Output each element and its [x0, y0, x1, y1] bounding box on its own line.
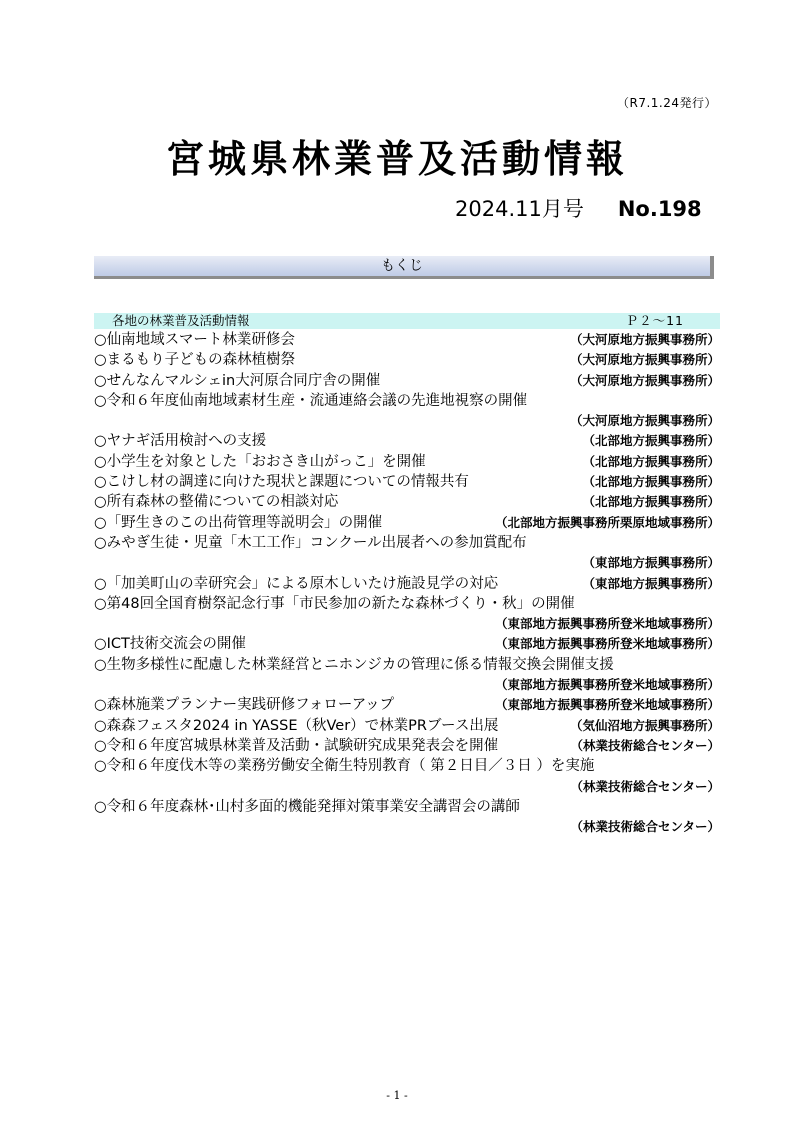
toc-item-org: （大河原地方振興事務所）	[569, 413, 720, 429]
toc-item-org: （大河原地方振興事務所）	[569, 372, 720, 388]
section-pages: Ｐ２～11	[625, 313, 684, 328]
page-number: - 1 -	[386, 1089, 408, 1102]
publish-date: （R7.1.24発行）	[616, 96, 717, 110]
toc-item-title: ○森森フェスタ2024 in YASSE（秋Ver）で林業PRブース出展	[94, 717, 499, 734]
toc-item-org: （東部地方振興事務所登米地域事務所）	[494, 616, 720, 632]
toc-item-title: ○「野生きのこの出荷管理等説明会」の開催	[94, 514, 383, 531]
toc-item-org: （北部地方振興事務所）	[582, 433, 720, 449]
toc-item-title: ○小学生を対象とした「おおさき山がっこ」を開催	[94, 453, 426, 470]
toc-item-title: ○令和６年度宮城県林業普及活動・試験研究成果発表会を開催	[94, 737, 499, 754]
toc-item-title: ○森林施業プランナー実践研修フォローアップ	[94, 697, 395, 714]
toc-item-org: （北部地方振興事務所栗原地域事務所）	[494, 514, 720, 530]
toc-item-org: （東部地方振興事務所登米地域事務所）	[494, 636, 720, 652]
toc-item[interactable]	[94, 330, 720, 350]
toc-section-header	[94, 313, 720, 329]
toc-item-org: （北部地方振興事務所）	[582, 494, 720, 510]
toc-item[interactable]	[94, 736, 720, 756]
toc-item[interactable]	[94, 695, 720, 715]
toc-item[interactable]	[94, 574, 720, 594]
toc-item[interactable]	[94, 350, 720, 370]
toc-item-org: （大河原地方振興事務所）	[569, 332, 720, 347]
toc-item[interactable]	[94, 472, 720, 492]
toc-item-title: ○所有森林の整備についての相談対応	[94, 494, 339, 511]
toc-item-org: （東部地方振興事務所登米地域事務所）	[494, 677, 720, 693]
toc-item-title: ○ヤナギ活用検討への支援	[94, 433, 267, 450]
issue-info	[455, 193, 702, 223]
toc-item[interactable]	[94, 391, 720, 432]
toc-item[interactable]	[94, 533, 720, 574]
toc-item-title: ○「加美町山の幸研究会」による原木しいたけ施設見学の対応	[94, 575, 499, 592]
toc-item-org: （林業技術総合センター）	[570, 819, 720, 835]
toc-list	[94, 330, 720, 837]
toc-item-title: ○こけし材の調達に向けた現状と課題についての情報共有	[94, 474, 469, 491]
toc-item-org: （林業技術総合センター）	[570, 737, 720, 753]
toc-item-title: ○みやぎ生徒・児童「木工工作」コンクール出展者への参加賞配布	[94, 534, 527, 551]
toc-item[interactable]	[94, 492, 720, 512]
toc-item-title: ○せんなんマルシェin大河原合同庁舎の開催	[94, 372, 381, 389]
toc-item[interactable]	[94, 513, 720, 533]
toc-item[interactable]	[94, 716, 720, 736]
toc-item-title: ○仙南地域スマート林業研修会	[94, 332, 295, 348]
toc-item-title: ○第48回全国育樹祭記念行事「市民参加の新たな森林づくり・秋」の開催	[94, 595, 575, 612]
toc-item[interactable]	[94, 634, 720, 654]
toc-item-org: （林業技術総合センター）	[570, 778, 720, 794]
toc-item[interactable]	[94, 594, 720, 635]
toc-item[interactable]	[94, 452, 720, 472]
toc-item[interactable]	[94, 371, 720, 391]
toc-item-title: ○令和６年度森林･山村多面的機能発揮対策事業安全講習会の講師	[94, 798, 520, 815]
toc-item-org: （大河原地方振興事務所）	[569, 352, 720, 368]
page-title: 宮城県林業普及活動情報	[165, 137, 628, 181]
issue-date: 2024.11月号	[455, 197, 584, 221]
toc-item[interactable]	[94, 756, 720, 797]
toc-item[interactable]	[94, 655, 720, 696]
toc-item-org: （東部地方振興事務所登米地域事務所）	[494, 697, 720, 713]
toc-item[interactable]	[94, 797, 720, 838]
toc-item-org: （北部地方振興事務所）	[582, 453, 720, 469]
toc-heading: もくじ	[94, 256, 714, 279]
toc-item-org: （東部地方振興事務所）	[582, 555, 720, 571]
issue-number: No.198	[617, 197, 702, 221]
toc-item-title: ○ICT技術交流会の開催	[94, 636, 246, 653]
section-title: 各地の林業普及活動情報	[112, 313, 250, 328]
toc-item-title: ○まるもり子どもの森林植樹祭	[94, 352, 296, 369]
toc-item-org: （北部地方振興事務所）	[582, 474, 720, 490]
toc-item-org: （東部地方振興事務所）	[582, 575, 720, 591]
toc-item-title: ○令和６年度仙南地域素材生産・流通連絡会議の先進地視察の開催	[94, 392, 528, 409]
toc-item-title: ○生物多様性に配慮した林業経営とニホンジカの管理に係る情報交換会開催支援	[94, 656, 614, 673]
toc-item-title: ○令和６年度伐木等の業務労働安全衛生特別教育（ 第２日目／３日 ）を実施	[94, 758, 595, 775]
toc-item[interactable]	[94, 431, 720, 451]
toc-item-org: （気仙沼地方振興事務所）	[569, 717, 720, 733]
